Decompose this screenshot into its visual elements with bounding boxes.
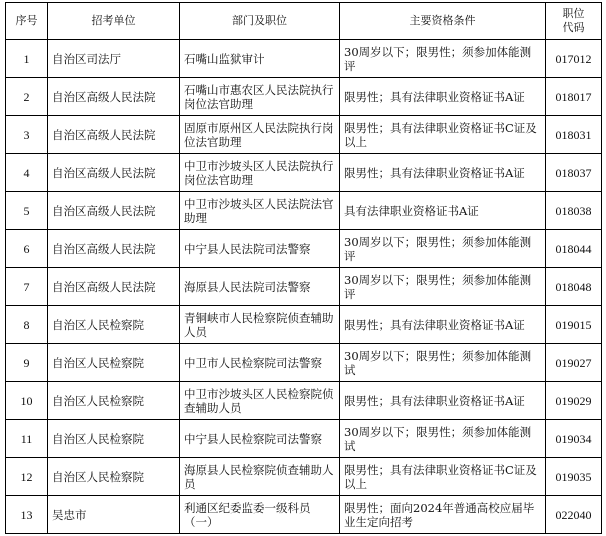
cell-no: 7 <box>6 268 48 306</box>
cell-requirements: 30周岁以下；限男性；须参加体能测评 <box>340 268 546 306</box>
cell-position: 石嘴山监狱审计 <box>180 40 340 78</box>
cell-code: 017012 <box>546 40 602 78</box>
table-row <box>6 192 602 230</box>
cell-requirements: 限男性；面向2024年普通高校应届毕业生定向招考 <box>340 496 546 534</box>
cell-unit: 吴忠市 <box>48 496 180 534</box>
cell-code: 018044 <box>546 230 602 268</box>
header-unit: 招考单位 <box>48 3 180 40</box>
table-row <box>6 420 602 458</box>
cell-unit: 自治区高级人民法院 <box>48 78 180 116</box>
table-row <box>6 268 602 306</box>
cell-no: 9 <box>6 344 48 382</box>
cell-no: 3 <box>6 116 48 154</box>
cell-no: 8 <box>6 306 48 344</box>
header-code-line1: 职位 <box>562 7 585 20</box>
cell-requirements: 限男性；具有法律职业资格证书A证 <box>340 382 546 420</box>
cell-unit: 自治区高级人民法院 <box>48 230 180 268</box>
header-code-line2: 代码 <box>562 21 585 34</box>
cell-unit: 自治区人民检察院 <box>48 420 180 458</box>
cell-unit: 自治区人民检察院 <box>48 382 180 420</box>
header-requirements: 主要资格条件 <box>340 3 546 40</box>
cell-no: 12 <box>6 458 48 496</box>
cell-code: 018017 <box>546 78 602 116</box>
cell-no: 4 <box>6 154 48 192</box>
table-row <box>6 40 602 78</box>
cell-unit: 自治区高级人民法院 <box>48 268 180 306</box>
cell-code: 018048 <box>546 268 602 306</box>
cell-code: 019015 <box>546 306 602 344</box>
cell-no: 10 <box>6 382 48 420</box>
cell-position: 青铜峡市人民检察院侦查辅助人员 <box>180 306 340 344</box>
cell-requirements: 30周岁以下；限男性；须参加体能测评 <box>340 40 546 78</box>
cell-position: 中宁县人民法院司法警察 <box>180 230 340 268</box>
cell-code: 019029 <box>546 382 602 420</box>
cell-position: 石嘴山市惠农区人民法院执行岗位法官助理 <box>180 78 340 116</box>
cell-position: 中卫市沙坡头区人民法院法官助理 <box>180 192 340 230</box>
cell-code: 018037 <box>546 154 602 192</box>
cell-requirements: 30周岁以下；限男性；须参加体能测试 <box>340 420 546 458</box>
table-row <box>6 382 602 420</box>
cell-requirements: 限男性；具有法律职业资格证书C证及以上 <box>340 458 546 496</box>
cell-code: 019035 <box>546 458 602 496</box>
cell-unit: 自治区高级人民法院 <box>48 192 180 230</box>
cell-position: 利通区纪委监委一级科员（一） <box>180 496 340 534</box>
cell-unit: 自治区人民检察院 <box>48 458 180 496</box>
cell-code: 019034 <box>546 420 602 458</box>
cell-no: 13 <box>6 496 48 534</box>
cell-requirements: 限男性；具有法律职业资格证书A证 <box>340 78 546 116</box>
cell-unit: 自治区人民检察院 <box>48 306 180 344</box>
cell-no: 2 <box>6 78 48 116</box>
cell-position: 中卫市沙坡头区人民检察院侦查辅助人员 <box>180 382 340 420</box>
cell-unit: 自治区司法厅 <box>48 40 180 78</box>
cell-unit: 自治区人民检察院 <box>48 344 180 382</box>
cell-requirements: 具有法律职业资格证书A证 <box>340 192 546 230</box>
cell-code: 019027 <box>546 344 602 382</box>
table-row <box>6 306 602 344</box>
cell-no: 5 <box>6 192 48 230</box>
cell-no: 1 <box>6 40 48 78</box>
cell-requirements: 30周岁以下；限男性；须参加体能测评 <box>340 230 546 268</box>
cell-code: 018038 <box>546 192 602 230</box>
cell-no: 6 <box>6 230 48 268</box>
table-row <box>6 458 602 496</box>
cell-position: 海原县人民检察院侦查辅助人员 <box>180 458 340 496</box>
header-code <box>546 3 602 40</box>
table-row <box>6 78 602 116</box>
cell-position: 中宁县人民检察院司法警察 <box>180 420 340 458</box>
cell-position: 中卫市人民检察院司法警察 <box>180 344 340 382</box>
table-row <box>6 496 602 534</box>
table-row <box>6 230 602 268</box>
cell-requirements: 30周岁以下；限男性；须参加体能测试 <box>340 344 546 382</box>
cell-requirements: 限男性；具有法律职业资格证书A证 <box>340 154 546 192</box>
table-row <box>6 116 602 154</box>
table-body <box>6 40 602 534</box>
cell-code: 022040 <box>546 496 602 534</box>
table-row <box>6 344 602 382</box>
cell-code: 018031 <box>546 116 602 154</box>
cell-no: 11 <box>6 420 48 458</box>
header-no: 序号 <box>6 3 48 40</box>
cell-unit: 自治区高级人民法院 <box>48 154 180 192</box>
cell-position: 海原县人民法院司法警察 <box>180 268 340 306</box>
cell-requirements: 限男性；具有法律职业资格证书C证及以上 <box>340 116 546 154</box>
table-row <box>6 154 602 192</box>
cell-requirements: 限男性；具有法律职业资格证书A证 <box>340 306 546 344</box>
cell-unit: 自治区高级人民法院 <box>48 116 180 154</box>
cell-position: 中卫市沙坡头区人民法院执行岗位法官助理 <box>180 154 340 192</box>
recruitment-table <box>5 2 602 534</box>
header-position: 部门及职位 <box>180 3 340 40</box>
table-header-row <box>6 3 602 40</box>
cell-position: 固原市原州区人民法院执行岗位法官助理 <box>180 116 340 154</box>
